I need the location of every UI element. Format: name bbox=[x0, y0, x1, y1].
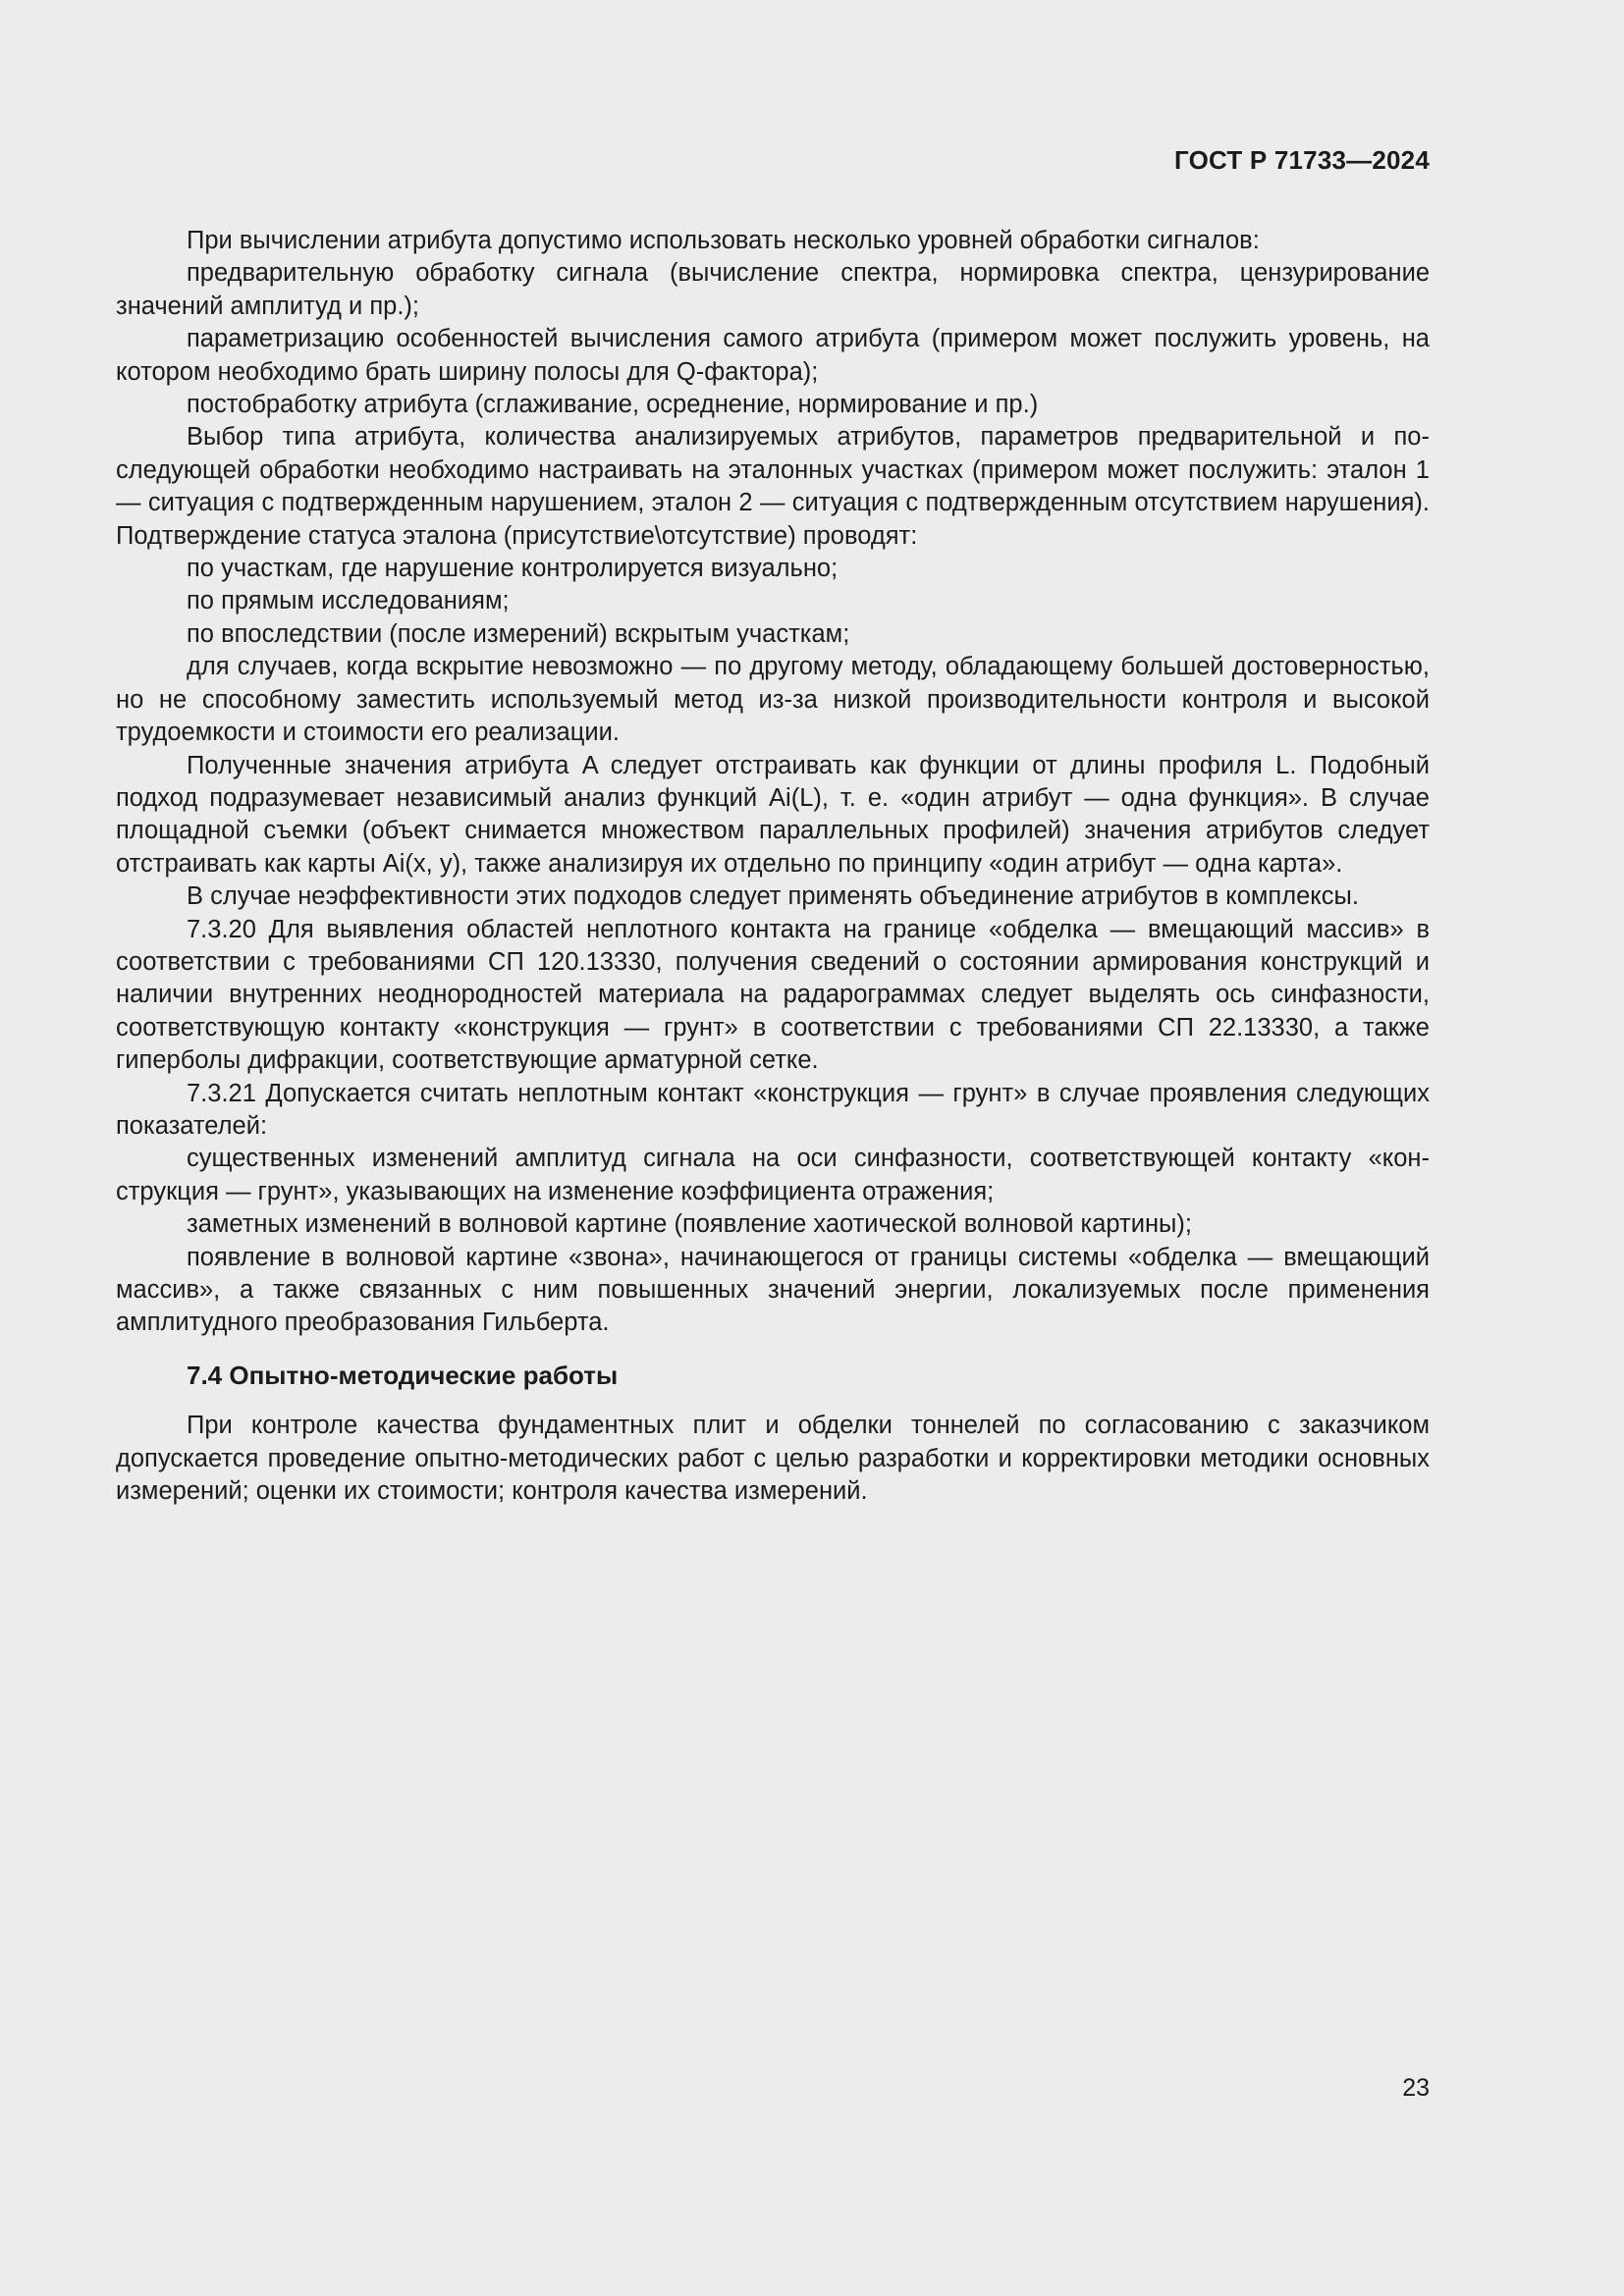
paragraph: по прямым исследованиям; bbox=[187, 587, 510, 615]
paragraph: существенных изменений амплитуд сигнала на оси синфазности, соответствующей контакту «конструкция — грунт», указывающих на изменение коэффициента отражения; bbox=[116, 1145, 1430, 1205]
document-body bbox=[116, 225, 1430, 1508]
paragraph: 7.3.20 Для выявления областей неплотного контакта на границе «обделка — вмещающий массив» в соответствии с требованиями СП 120.13330, получения сведений о состоянии армирования конструкций и наличии внутренних неоднородностей материала на радарограммах следует выделять ось синфазности, соответствующую контакту «конструкция — грунт» в соответствии с требованиями СП 22.13330, а также гиперболы дифракции, соответствующие арматурной сетке. bbox=[116, 915, 1430, 1075]
paragraph: постобработку атрибута (сглаживание, осреднение, нормирование и пр.) bbox=[187, 391, 1039, 419]
paragraph: Выбор типа атрибута, количества анализируемых атрибутов, параметров предварительной и последующей обработки необходимо настраивать на эталонных участках (примером может послужить: эталон 1 — ситуация с подтвержденным нарушением, эталон 2 — ситуация с подтвержденным отсутствием нарушения). Подтверждение статуса эталона (присутствие\отсутствие) проводят: bbox=[116, 423, 1430, 550]
paragraph: параметризацию особенностей вычисления самого атрибута (примером может послужить уровень, на котором необходимо брать ширину полосы для Q-фактора); bbox=[116, 325, 1430, 386]
paragraph: При вычислении атрибута допустимо использовать несколько уровней обработки сигналов: bbox=[187, 227, 1260, 254]
paragraph: для случаев, когда вскрытие невозможно — по другому методу, обладающему большей достоверностью, но не способному заместить используемый метод из-за низкой производительности контроля и высокой трудоемкости и стоимости его реализации. bbox=[116, 653, 1430, 747]
paragraph: по участкам, где нарушение контролируется визуально; bbox=[187, 555, 839, 583]
paragraph: по впоследствии (после измерений) вскрытым участкам; bbox=[187, 619, 850, 648]
paragraph: При контроле качества фундаментных плит и обделки тоннелей по согласованию с заказчиком допускается проведение опытно-методических работ с целью разработки и корректировки методики основных измерений; оценки их стоимости; контроля качества измерений. bbox=[116, 1412, 1430, 1506]
section-heading: 7.4 Опытно-методические работы bbox=[187, 1360, 619, 1390]
paragraph: Полученные значения атрибута A следует отстраивать как функции от длины профиля L. Подобный подход подразумевает независимый анализ функций Ai(L), т. е. «один атрибут — одна функция». В случае площадной съемки (объект снимается множеством параллельных профилей) значения атрибутов следует отстраивать как карты Ai(x, y), также анализируя их отдельно по принципу «один атрибут — одна карта». bbox=[116, 751, 1430, 878]
paragraph: В случае неэффективности этих подходов следует применять объединение атрибутов в комплексы. bbox=[187, 882, 1359, 911]
paragraph: заметных изменений в волновой картине (появление хаотической волновой картины); bbox=[187, 1210, 1192, 1239]
paragraph: появление в волновой картине «звона», начинающегося от границы системы «обделка — вмещающий массив», а также связанных с ним повышенных значений энергии, локализуемых после применения амплитудного преобразования Гильберта. bbox=[116, 1243, 1430, 1337]
document-code-header: ГОСТ Р 71733—2024 bbox=[1174, 145, 1430, 175]
paragraph: 7.3.21 Допускается считать неплотным контакт «конструкция — грунт» в случае проявления следующих показателей: bbox=[116, 1079, 1430, 1140]
page-number: 23 bbox=[1402, 2074, 1430, 2102]
paragraph: предварительную обработку сигнала (вычисление спектра, нормировка спектра, цензурирование значений амплитуд и пр.); bbox=[116, 259, 1430, 320]
